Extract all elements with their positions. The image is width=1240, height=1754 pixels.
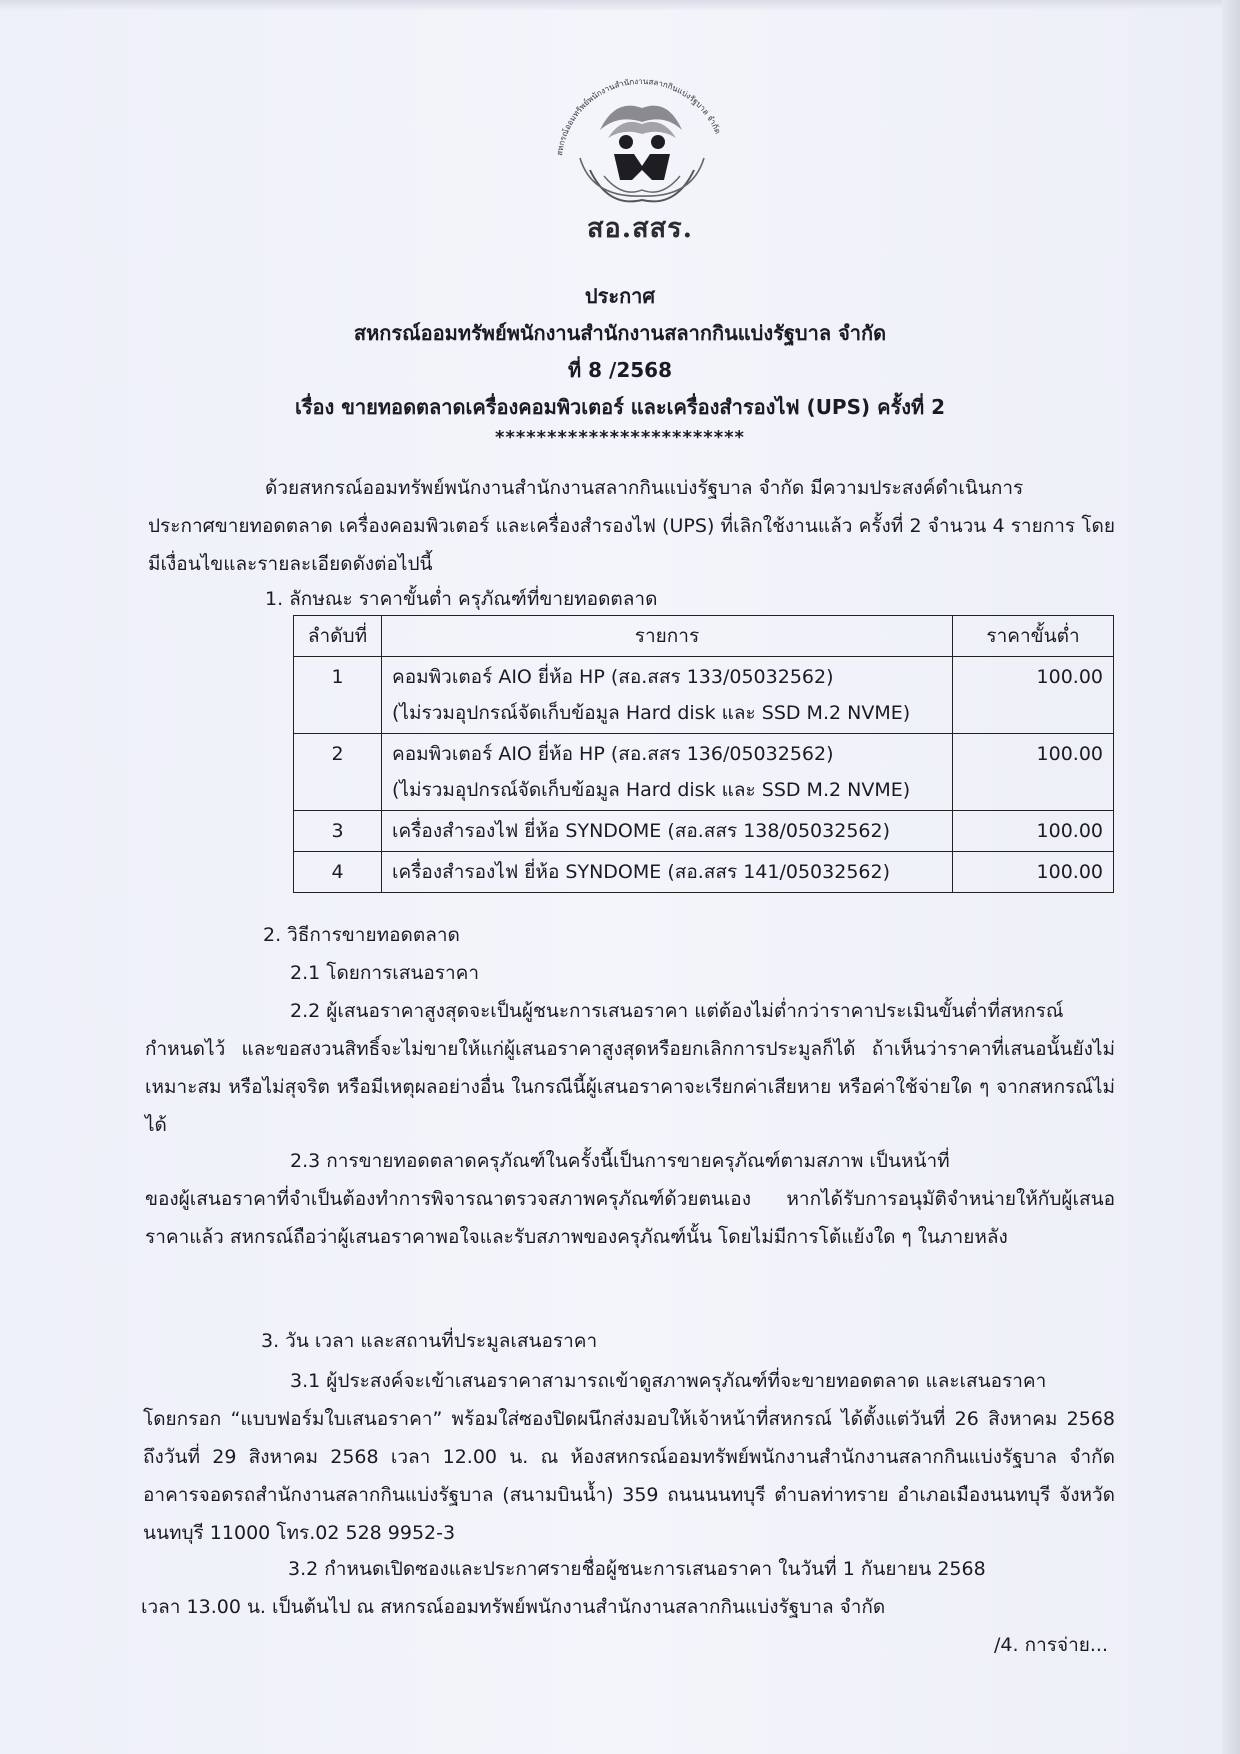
table-row [294,852,1114,893]
intro-paragraph: ประกาศขายทอดตลาด เครื่องคอมพิวเตอร์ และเครื่องสำรองไฟ (UPS) ที่เลิกใช้งานแล้ว ครั้งที่ 2 จำนวน 4 รายการ โดยมีเงื่อนไขและรายละเอียดดังต่อไปนี้ [148,515,1115,575]
table-row [294,811,1114,852]
cooperative-logo [530,58,750,244]
scan-top-shadow [0,0,1240,10]
row-price: 100.00 [953,734,1114,811]
logo-caption: สอ.สสร. [587,213,693,244]
section-1-title: 1. ลักษณะ ราคาขั้นต่ำ ครุภัณฑ์ที่ขายทอดตลาด [265,588,658,610]
section-2-2-body: กำหนดไว้ และขอสงวนสิทธิ์จะไม่ขายให้แก่ผู้เสนอราคาสูงสุดหรือยกเลิกการประมูลก็ได้ ถ้าเห็นว่าราคาที่เสนอนั้นยังไม่เหมาะสม หรือไม่สุจริต หรือมีเหตุผลอย่างอื่น ในกรณีนี้ผู้เสนอราคาจะเรียกค่าเสียหาย หรือค่าใช้จ่ายใด ๆ จากสหกรณ์ไม่ได้ [145,1038,1115,1136]
row-price: 100.00 [953,811,1114,852]
row-price: 100.00 [953,852,1114,893]
continuation-marker: /4. การจ่าย... [994,1634,1108,1656]
intro-first-line: ด้วยสหกรณ์ออมทรัพย์พนักงานสำนักงานสลากกินแบ่งรัฐบาล จำกัด มีความประสงค์ดำเนินการ [265,477,1024,499]
heading-subject: เรื่อง ขายทอดตลาดเครื่องคอมพิวเตอร์ และเครื่องสำรองไฟ (UPS) ครั้งที่ 2 [294,395,946,419]
row-description-line: คอมพิวเตอร์ AIO ยี่ห้อ HP (สอ.สสร 133/05032562) [392,666,834,688]
announcement-heading [120,278,1120,450]
row-description-line: คอมพิวเตอร์ AIO ยี่ห้อ HP (สอ.สสร 136/05032562) [392,743,834,765]
section-3-2-body: เวลา 13.00 น. เป็นต้นไป ณ สหกรณ์ออมทรัพย์พนักงานสำนักงานสลากกินแบ่งรัฐบาล จำกัด [141,1596,886,1618]
heading-number: ที่ 8 /2568 [568,358,672,382]
section-3-2-first: 3.2 กำหนดเปิดซองและประกาศรายชื่อผู้ชนะการเสนอราคา ในวันที่ 1 กันยายน 2568 [288,1558,986,1580]
header-no: ลำดับที่ [294,616,382,657]
row-price: 100.00 [953,657,1114,734]
section-2-title: 2. วิธีการขายทอดตลาด [263,924,460,946]
header-item: รายการ [382,616,953,657]
logo-emblem-icon [530,58,750,208]
table-row [294,734,1114,811]
row-no: 3 [294,811,382,852]
heading-organization: สหกรณ์ออมทรัพย์พนักงานสำนักงานสลากกินแบ่งรัฐบาล จำกัด [353,321,887,345]
items-table [293,615,1114,893]
section-2-3-first: 2.3 การขายทอดตลาดครุภัณฑ์ในครั้งนี้เป็นการขายครุภัณฑ์ตามสภาพ เป็นหน้าที่ [290,1150,950,1172]
row-description-note: (ไม่รวมอุปกรณ์จัดเก็บข้อมูล Hard disk และ SSD M.2 NVME) [392,779,911,801]
section-3-1-first: 3.1 ผู้ประสงค์จะเข้าเสนอราคาสามารถเข้าดูสภาพครุภัณฑ์ที่จะขายทอดตลาด และเสนอราคา [290,1370,1047,1392]
row-description [382,734,953,811]
scan-right-edge [1222,0,1240,1754]
row-no: 2 [294,734,382,811]
section-3-title: 3. วัน เวลา และสถานที่ประมูลเสนอราคา [261,1330,598,1352]
header-price: ราคาขั้นต่ำ [953,616,1114,657]
row-description [382,657,953,734]
row-description: เครื่องสำรองไฟ ยี่ห้อ SYNDOME (สอ.สสร 141/05032562) [382,852,953,893]
section-2-2-first: 2.2 ผู้เสนอราคาสูงสุดจะเป็นผู้ชนะการเสนอราคา แต่ต้องไม่ต่ำกว่าราคาประเมินขั้นต่ำที่สหกรณ์ [290,1000,1064,1022]
section-3-1-body: โดยกรอก “แบบฟอร์มใบเสนอราคา” พร้อมใส่ซองปิดผนึกส่งมอบให้เจ้าหน้าที่สหกรณ์ ได้ตั้งแต่วันที่ 26 สิงหาคม 2568 ถึงวันที่ 29 สิงหาคม 2568 เวลา 12.00 น. ณ ห้องสหกรณ์ออมทรัพย์พนักงานสำนักงานสลากกินแบ่งรัฐบาล จำกัด อาคารจอดรถสำนักงานสลากกินแบ่งรัฐบาล (สนามบินน้ำ) 359 ถนนนนทบุรี ตำบลท่าทราย อำเภอเมืองนนทบุรี จังหวัดนนทบุรี 11000 โทร.02 528 9952-3 [143,1408,1115,1544]
section-2-1: 2.1 โดยการเสนอราคา [290,962,480,984]
row-no: 1 [294,657,382,734]
row-description: เครื่องสำรองไฟ ยี่ห้อ SYNDOME (สอ.สสร 138/05032562) [382,811,953,852]
heading-announcement: ประกาศ [584,284,656,308]
heading-divider: ************************ [495,427,745,448]
table-header-row [294,616,1114,657]
row-no: 4 [294,852,382,893]
logo-arc-text: สหกรณ์ออมทรัพย์พนักงานสำนักงานสลากกินแบ่งรัฐบาล จำกัด [555,76,723,157]
row-description-note: (ไม่รวมอุปกรณ์จัดเก็บข้อมูล Hard disk และ SSD M.2 NVME) [392,702,911,724]
table-row [294,657,1114,734]
section-2-3-body: ของผู้เสนอราคาที่จำเป็นต้องทำการพิจารณาตรวจสภาพครุภัณฑ์ด้วยตนเอง หากได้รับการอนุมัติจำหน่ายให้กับผู้เสนอราคาแล้ว สหกรณ์ถือว่าผู้เสนอราคาพอใจและรับสภาพของครุภัณฑ์นั้น โดยไม่มีการโต้แย้งใด ๆ ในภายหลัง [145,1188,1115,1248]
